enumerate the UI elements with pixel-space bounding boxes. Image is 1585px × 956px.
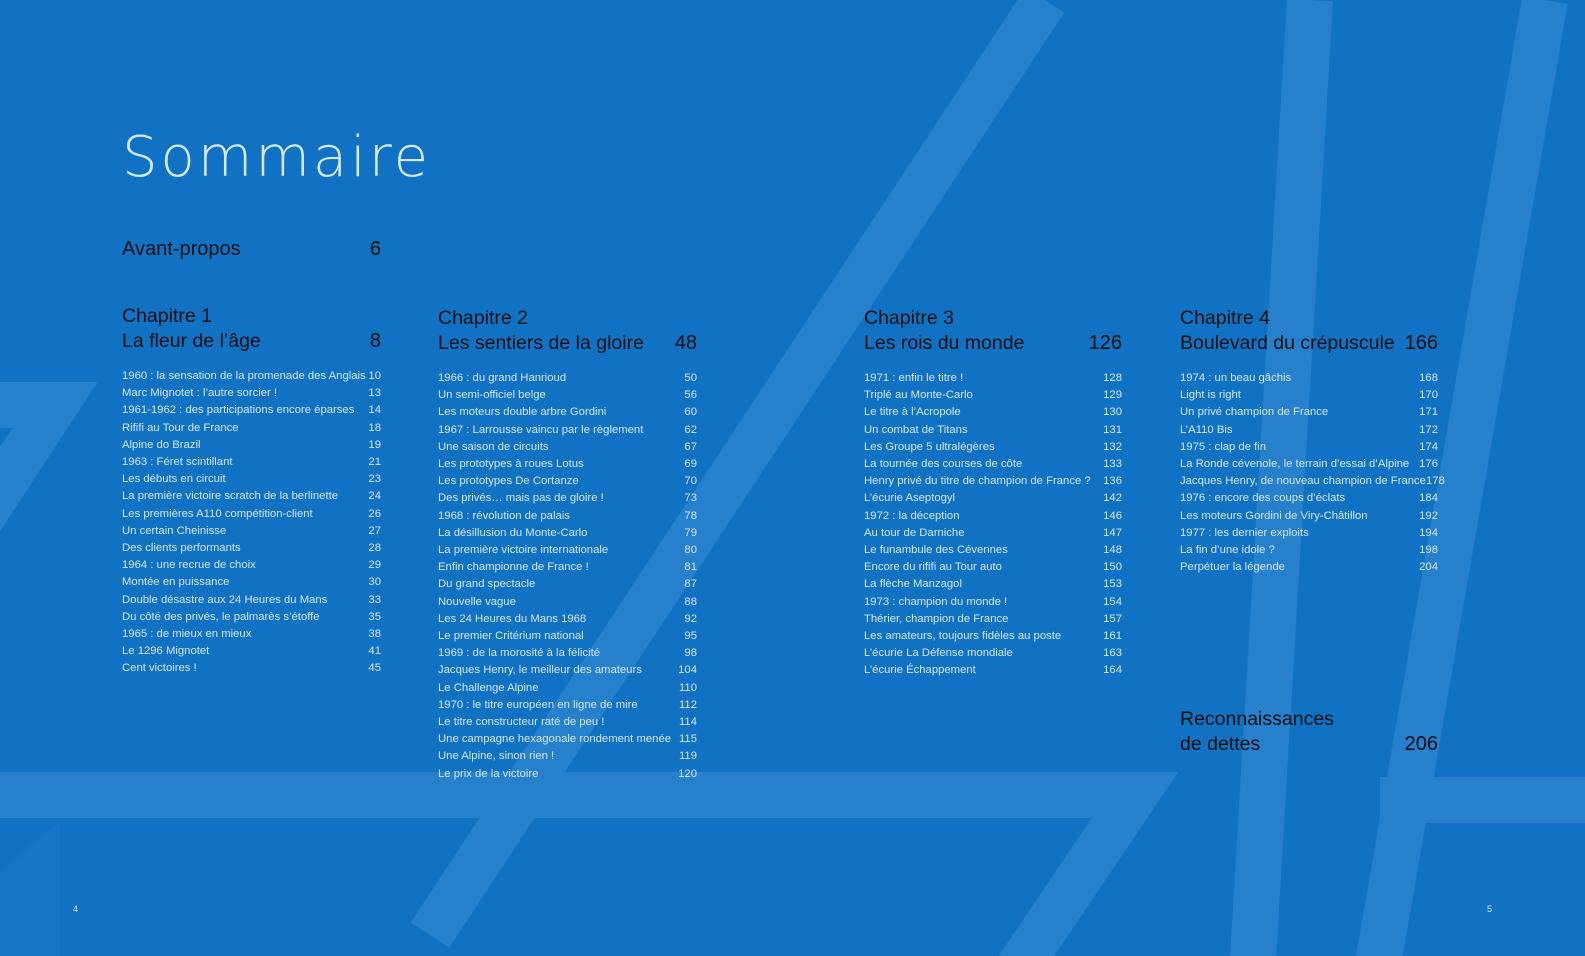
entry-page: 136 xyxy=(1103,475,1122,488)
toc-entry[interactable] xyxy=(438,473,697,490)
entry-page: 154 xyxy=(1103,595,1122,608)
entry-title: 1971 : enfin le titre ! xyxy=(864,372,964,384)
entry-page: 27 xyxy=(368,524,381,537)
toc-entry[interactable] xyxy=(122,368,381,385)
entry-page: 92 xyxy=(684,612,697,625)
entry-page: 174 xyxy=(1419,440,1438,453)
entry-page: 168 xyxy=(1419,372,1438,384)
chapter-title[interactable]: Les rois du monde xyxy=(864,332,1025,354)
toc-entry[interactable] xyxy=(122,609,381,626)
entry-title: La fin d’une idole ? xyxy=(1180,544,1275,557)
chapter-1 xyxy=(122,304,381,678)
entry-page: 146 xyxy=(1103,509,1122,522)
entry-title: Perpétuer la légende xyxy=(1180,561,1285,574)
entry-title: Encore du rififi au Tour auto xyxy=(864,561,1002,574)
entry-title: Nouvelle vague xyxy=(438,595,516,608)
entry-title: La Ronde cévenole, le terrain d’essai d’Alpine xyxy=(1180,458,1410,471)
entry-title: Jacques Henry, de nouveau champion de France xyxy=(1180,475,1426,488)
entry-page: 119 xyxy=(678,750,697,763)
entry-page: 35 xyxy=(368,610,381,623)
entry-title: Les 24 Heures du Mans 1968 xyxy=(438,612,587,625)
entry-page: 192 xyxy=(1419,509,1438,522)
entry-title: Enfin championne de France ! xyxy=(438,561,589,574)
chapter-entries xyxy=(438,370,697,783)
entry-page: 73 xyxy=(684,492,697,505)
entry-title: 1964 : une recrue de choix xyxy=(122,559,256,572)
toc-entry[interactable] xyxy=(1180,508,1438,525)
entry-page: 95 xyxy=(684,630,697,643)
entry-page: 128 xyxy=(1103,372,1122,384)
entry-page: 21 xyxy=(368,456,381,469)
entry-title: 1963 : Féret scintillant xyxy=(122,456,233,469)
toc-entry[interactable] xyxy=(438,645,697,662)
entry-title: Les amateurs, toujours fidèles au poste xyxy=(864,630,1062,643)
toc-entry[interactable] xyxy=(864,576,1122,593)
chapter-page: 8 xyxy=(369,330,381,352)
toc-entry[interactable] xyxy=(438,662,697,679)
toc-entry[interactable] xyxy=(438,731,697,748)
entry-page: 163 xyxy=(1103,647,1122,660)
entry-title: Double désastre aux 24 Heures du Mans xyxy=(122,593,328,606)
entry-title: Au tour de Darniche xyxy=(864,526,965,539)
toc-entry[interactable] xyxy=(122,402,381,419)
entry-title: 1965 : de mieux en mieux xyxy=(122,628,252,641)
entry-page: 56 xyxy=(684,389,697,402)
chapter-page: 166 xyxy=(1404,332,1438,354)
entry-page: 161 xyxy=(1103,630,1122,643)
entry-title: Rififi au Tour de France xyxy=(122,421,239,434)
entry-title: Le Challenge Alpine xyxy=(438,681,539,694)
toc-entry[interactable] xyxy=(864,662,1122,679)
entry-title: Triplé au Monte-Carlo xyxy=(864,389,973,402)
toc-entry[interactable] xyxy=(438,559,697,576)
entry-title: L’A110 Bis xyxy=(1180,423,1233,436)
entry-title: L’écurie La Défense mondiale xyxy=(864,647,1013,660)
toc-entry[interactable] xyxy=(864,370,1122,387)
entry-title: Les prototypes De Cortanze xyxy=(438,475,579,488)
entry-title: Un combat de Titans xyxy=(864,423,968,436)
entry-page: 133 xyxy=(1103,458,1122,471)
entry-page: 23 xyxy=(368,473,381,486)
toc-entry[interactable] xyxy=(864,439,1122,456)
entry-page: 10 xyxy=(368,370,381,382)
entry-page: 132 xyxy=(1103,440,1122,453)
entry-title: Marc Mignotet : l’autre sorcier ! xyxy=(122,387,278,400)
toc-entry[interactable] xyxy=(438,594,697,611)
chapter-page: 126 xyxy=(1088,332,1122,354)
toc-entry[interactable] xyxy=(438,542,697,559)
entry-page: 80 xyxy=(684,544,697,557)
entry-page: 153 xyxy=(1103,578,1122,591)
chapter-4 xyxy=(1180,306,1445,576)
entry-title: Le premier Critérium national xyxy=(438,630,584,643)
entry-title: Cent victoires ! xyxy=(122,662,197,675)
toc-entry[interactable] xyxy=(864,594,1122,611)
entry-title: L’écurie Échappement xyxy=(864,664,976,677)
toc-entry[interactable] xyxy=(1180,525,1438,542)
chapter-number: Chapitre 3 xyxy=(864,307,954,329)
toc-entry[interactable] xyxy=(1180,422,1438,439)
toc-entry[interactable] xyxy=(864,387,1122,404)
toc-entry[interactable] xyxy=(438,611,697,628)
toc-entry[interactable] xyxy=(438,748,697,765)
entry-page: 33 xyxy=(368,593,381,606)
entry-title: Le 1296 Mignotet xyxy=(122,645,210,658)
chapter-title[interactable]: Les sentiers de la gloire xyxy=(438,332,644,354)
toc-entry[interactable] xyxy=(864,525,1122,542)
entry-title: Une Alpine, sinon rien ! xyxy=(438,750,555,763)
toc-entry[interactable] xyxy=(438,766,697,783)
entry-title: Jacques Henry, le meilleur des amateurs xyxy=(438,664,642,677)
entry-title: Les moteurs double arbre Gordini xyxy=(438,406,607,419)
entry-page: 170 xyxy=(1419,389,1438,402)
entry-title: 1968 : révolution de palais xyxy=(438,509,570,522)
entry-title: Une saison de circuits xyxy=(438,440,549,453)
toc-entry[interactable] xyxy=(122,592,381,609)
toc-entry[interactable] xyxy=(864,628,1122,645)
entry-page: 14 xyxy=(368,404,381,417)
entry-title: La première victoire scratch de la berlinette xyxy=(122,490,338,503)
toc-entry[interactable] xyxy=(438,422,697,439)
entry-page: 98 xyxy=(684,647,697,660)
toc-entry[interactable] xyxy=(1180,439,1438,456)
toc-entry[interactable] xyxy=(122,660,381,677)
chapter-number: Chapitre 1 xyxy=(122,305,212,327)
entry-page: 19 xyxy=(368,438,381,451)
chapter-title[interactable]: La fleur de l’âge xyxy=(122,330,261,352)
chapter-number: Chapitre 4 xyxy=(1180,307,1270,329)
entry-title: 1966 : du grand Hanrioud xyxy=(438,372,567,384)
entry-page: 115 xyxy=(678,733,697,746)
entry-page: 184 xyxy=(1419,492,1438,505)
entry-page: 110 xyxy=(678,681,697,694)
acknowledgements-entry[interactable] xyxy=(1180,707,1438,757)
entry-title: Du côté des privés, le palmarès s’étoffe xyxy=(122,610,320,623)
toc-entry[interactable] xyxy=(864,645,1122,662)
entry-page: 24 xyxy=(368,490,381,503)
entry-title: Montée en puissance xyxy=(122,576,230,589)
toc-entry[interactable] xyxy=(864,542,1122,559)
entry-page: 30 xyxy=(368,576,381,589)
acknowledgements-line1: Reconnaissances xyxy=(1180,708,1334,730)
toc-entry[interactable] xyxy=(438,439,697,456)
entry-page: 18 xyxy=(368,421,381,434)
entry-title: 1970 : le titre européen en ligne de mire xyxy=(438,698,638,711)
entry-page: 172 xyxy=(1419,423,1438,436)
foreword-entry[interactable] xyxy=(122,238,381,261)
entry-title: Un privé champion de France xyxy=(1180,406,1329,419)
entry-title: Henry privé du titre de champion de France ? xyxy=(864,475,1091,488)
toc-entry[interactable] xyxy=(122,385,381,402)
entry-page: 88 xyxy=(684,595,697,608)
chapter-number: Chapitre 2 xyxy=(438,307,528,329)
chapter-title[interactable]: Boulevard du crépuscule xyxy=(1180,332,1395,354)
entry-page: 142 xyxy=(1103,492,1122,505)
entry-title: 1972 : la déception xyxy=(864,509,960,522)
toc-entry[interactable] xyxy=(438,508,697,525)
entry-page: 69 xyxy=(684,458,697,471)
entry-title: Alpine do Brazil xyxy=(122,438,201,451)
entry-page: 150 xyxy=(1103,561,1122,574)
entry-title: Une campagne hexagonale rondement menée xyxy=(438,733,672,746)
toc-entry[interactable] xyxy=(864,559,1122,576)
entry-title: 1974 : un beau gâchis xyxy=(1180,372,1292,384)
entry-page: 147 xyxy=(1103,526,1122,539)
entry-title: Des privés… mais pas de gloire ! xyxy=(438,492,604,505)
toc-entry[interactable] xyxy=(1180,473,1445,490)
foreword-page: 6 xyxy=(369,238,381,260)
toc-entry[interactable] xyxy=(864,456,1122,473)
entry-page: 67 xyxy=(684,440,697,453)
toc-entry[interactable] xyxy=(438,628,697,645)
toc-entry[interactable] xyxy=(122,454,381,471)
toc-entry[interactable] xyxy=(438,525,697,542)
entry-page: 114 xyxy=(678,716,697,729)
entry-title: 1960 : la sensation de la promenade des Anglais xyxy=(122,370,366,382)
toc-entry[interactable] xyxy=(438,456,697,473)
toc-entry[interactable] xyxy=(438,404,697,421)
entry-page: 120 xyxy=(678,767,697,780)
entry-page: 81 xyxy=(684,561,697,574)
chapter-entries xyxy=(1180,370,1445,576)
toc-entry[interactable] xyxy=(122,506,381,523)
entry-title: Les prototypes à roues Lotus xyxy=(438,458,584,471)
toc-entry[interactable] xyxy=(864,422,1122,439)
entry-title: Les premières A110 compétition-client xyxy=(122,507,313,520)
entry-page: 194 xyxy=(1419,526,1438,539)
entry-page: 79 xyxy=(684,526,697,539)
toc-entry[interactable] xyxy=(122,643,381,660)
entry-title: Des clients performants xyxy=(122,542,241,555)
entry-page: 45 xyxy=(368,662,381,675)
entry-title: Le funambule des Cévennes xyxy=(864,544,1008,557)
entry-title: 1975 : clap de fin xyxy=(1180,440,1267,453)
entry-title: 1976 : encore des coups d’éclats xyxy=(1180,492,1346,505)
entry-title: Thérier, champion de France xyxy=(864,612,1009,625)
entry-page: 176 xyxy=(1419,458,1438,471)
entry-page: 130 xyxy=(1103,406,1122,419)
folio-right: 5 xyxy=(1487,904,1493,914)
toc-entry[interactable] xyxy=(122,420,381,437)
entry-page: 78 xyxy=(684,509,697,522)
acknowledgements-page: 206 xyxy=(1404,733,1438,755)
toc-entry[interactable] xyxy=(438,576,697,593)
entry-title: Le titre à l’Acropole xyxy=(864,406,961,419)
toc-entry[interactable] xyxy=(438,490,697,507)
entry-page: 164 xyxy=(1103,664,1122,677)
entry-page: 104 xyxy=(678,664,697,677)
toc-entry[interactable] xyxy=(438,697,697,714)
entry-page: 28 xyxy=(368,542,381,555)
entry-title: Le prix de la victoire xyxy=(438,767,539,780)
entry-title: Un semi-officiel belge xyxy=(438,389,546,402)
entry-title: L’écurie Aseptogyl xyxy=(864,492,956,505)
entry-page: 13 xyxy=(368,387,381,400)
chapter-entries xyxy=(864,370,1122,680)
entry-page: 171 xyxy=(1419,406,1438,419)
toc-entry[interactable] xyxy=(864,490,1122,507)
entry-page: 60 xyxy=(684,406,697,419)
entry-page: 198 xyxy=(1419,544,1438,557)
entry-title: La première victoire internationale xyxy=(438,544,609,557)
toc-entry[interactable] xyxy=(122,523,381,540)
entry-title: 1977 : les dernier exploits xyxy=(1180,526,1309,539)
entry-title: Du grand spectacle xyxy=(438,578,536,591)
folio-left: 4 xyxy=(73,904,79,914)
entry-page: 87 xyxy=(684,578,697,591)
acknowledgements-line2: de dettes xyxy=(1180,733,1261,755)
entry-page: 129 xyxy=(1103,389,1122,402)
toc-entry[interactable] xyxy=(122,540,381,557)
toc-entry[interactable] xyxy=(122,557,381,574)
toc-entry[interactable] xyxy=(1180,542,1438,559)
entry-title: Les moteurs Gordini de Viry-Châtillon xyxy=(1180,509,1368,522)
toc-entry[interactable] xyxy=(1180,387,1438,404)
entry-page: 41 xyxy=(368,645,381,658)
chapter-2 xyxy=(438,306,697,783)
entry-title: Un certain Cheinisse xyxy=(122,524,227,537)
entry-title: Le titre constructeur raté de peu ! xyxy=(438,716,605,729)
chapter-3 xyxy=(864,306,1122,680)
entry-page: 178 xyxy=(1425,475,1445,488)
entry-page: 62 xyxy=(684,423,697,436)
toc-entry[interactable] xyxy=(1180,404,1438,421)
toc-entry[interactable] xyxy=(1180,456,1438,473)
toc-entry[interactable] xyxy=(122,574,381,591)
entry-title: La tournée des courses de côte xyxy=(864,458,1023,471)
page-title: Sommaire xyxy=(122,125,432,190)
entry-page: 38 xyxy=(368,628,381,641)
toc-entry[interactable] xyxy=(122,626,381,643)
entry-title: Light is right xyxy=(1180,389,1241,402)
toc-entry[interactable] xyxy=(122,488,381,505)
entry-page: 204 xyxy=(1419,561,1438,574)
toc-entry[interactable] xyxy=(1180,370,1438,387)
toc-entry[interactable] xyxy=(864,611,1122,628)
toc-entry[interactable] xyxy=(438,680,697,697)
entry-page: 131 xyxy=(1103,423,1122,436)
chapter-page: 48 xyxy=(674,332,697,354)
entry-title: La flèche Manzagol xyxy=(864,578,962,591)
entry-title: La désillusion du Monte-Carlo xyxy=(438,526,588,539)
entry-title: 1961-1962 : des participations encore éparses xyxy=(122,404,355,417)
entry-page: 70 xyxy=(684,475,697,488)
entry-page: 157 xyxy=(1103,612,1122,625)
entry-page: 26 xyxy=(368,507,381,520)
entry-page: 148 xyxy=(1103,544,1122,557)
toc-entry[interactable] xyxy=(1180,490,1438,507)
entry-title: Les débuts en circuit xyxy=(122,473,226,486)
toc-entry[interactable] xyxy=(438,370,697,387)
toc-entry[interactable] xyxy=(864,473,1122,490)
toc-entry[interactable] xyxy=(1180,559,1438,576)
entry-page: 50 xyxy=(684,372,697,384)
toc-entry[interactable] xyxy=(438,714,697,731)
foreword-label: Avant-propos xyxy=(122,238,241,260)
toc-entry[interactable] xyxy=(864,508,1122,525)
entry-page: 112 xyxy=(678,698,697,711)
toc-entry[interactable] xyxy=(122,437,381,454)
entry-title: 1969 : de la morosité à la félicité xyxy=(438,647,601,660)
toc-entry[interactable] xyxy=(438,387,697,404)
entry-title: 1967 : Larrousse vaincu par le règlement xyxy=(438,423,644,436)
entry-title: 1973 : champion du monde ! xyxy=(864,595,1008,608)
entry-title: Les Groupe 5 ultralégères xyxy=(864,440,995,453)
toc-entry[interactable] xyxy=(864,404,1122,421)
entry-page: 29 xyxy=(368,559,381,572)
chapter-entries xyxy=(122,368,381,678)
toc-entry[interactable] xyxy=(122,471,381,488)
